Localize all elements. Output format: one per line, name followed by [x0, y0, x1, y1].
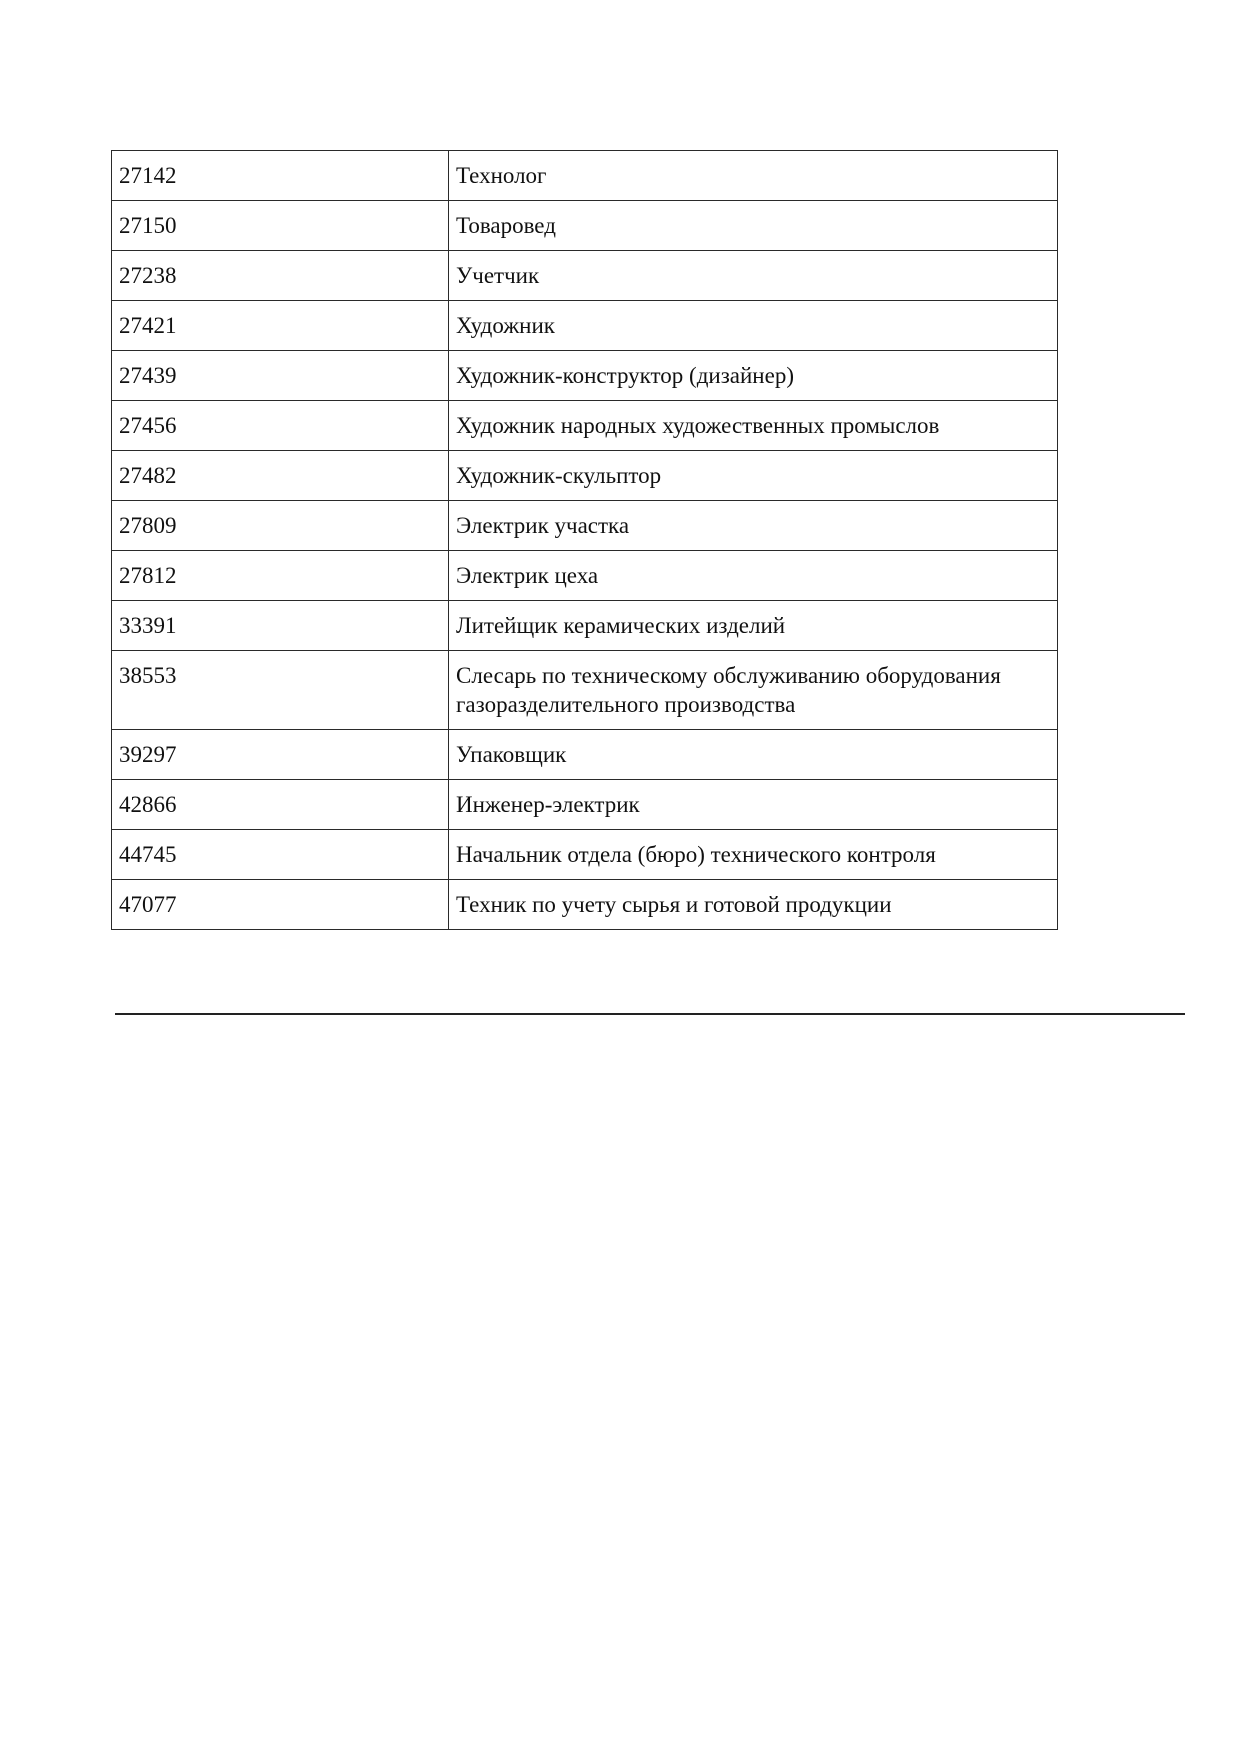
occupation-title: Художник-скульптор	[449, 451, 1058, 501]
table-row	[112, 251, 1058, 301]
table-row	[112, 201, 1058, 251]
table-row	[112, 151, 1058, 201]
occupation-code: 27809	[112, 501, 449, 551]
table-row	[112, 301, 1058, 351]
occupation-title: Литейщик керамических изделий	[449, 601, 1058, 651]
occupation-code: 47077	[112, 880, 449, 930]
occupation-title: Художник народных художественных промыслов	[449, 401, 1058, 451]
table-row	[112, 651, 1058, 730]
occupation-code: 42866	[112, 780, 449, 830]
occupation-title: Инженер-электрик	[449, 780, 1058, 830]
occupation-code: 44745	[112, 830, 449, 880]
horizontal-divider	[115, 1013, 1185, 1015]
occupation-title: Слесарь по техническому обслуживанию оборудования газоразделительного производства	[449, 651, 1058, 730]
occupation-code: 27238	[112, 251, 449, 301]
occupation-title: Художник	[449, 301, 1058, 351]
table-row	[112, 451, 1058, 501]
occupation-title: Электрик участка	[449, 501, 1058, 551]
occupation-code: 27142	[112, 151, 449, 201]
occupation-title: Техник по учету сырья и готовой продукции	[449, 880, 1058, 930]
occupation-title: Технолог	[449, 151, 1058, 201]
occupation-title: Упаковщик	[449, 730, 1058, 780]
occupation-title: Электрик цеха	[449, 551, 1058, 601]
occupation-code: 27456	[112, 401, 449, 451]
table-row	[112, 880, 1058, 930]
occupation-code: 27421	[112, 301, 449, 351]
table-row	[112, 501, 1058, 551]
table-row	[112, 351, 1058, 401]
occupation-codes-table	[111, 150, 1058, 930]
occupation-code: 39297	[112, 730, 449, 780]
occupation-code: 27812	[112, 551, 449, 601]
occupation-code: 38553	[112, 651, 449, 730]
table-row	[112, 730, 1058, 780]
table-row	[112, 780, 1058, 830]
occupation-title: Учетчик	[449, 251, 1058, 301]
table-row	[112, 830, 1058, 880]
table-row	[112, 551, 1058, 601]
occupation-code: 33391	[112, 601, 449, 651]
table-row	[112, 401, 1058, 451]
occupation-code: 27439	[112, 351, 449, 401]
occupation-code: 27150	[112, 201, 449, 251]
occupation-title: Начальник отдела (бюро) технического контроля	[449, 830, 1058, 880]
occupation-title: Товаровед	[449, 201, 1058, 251]
table-row	[112, 601, 1058, 651]
occupation-code: 27482	[112, 451, 449, 501]
occupation-title: Художник-конструктор (дизайнер)	[449, 351, 1058, 401]
